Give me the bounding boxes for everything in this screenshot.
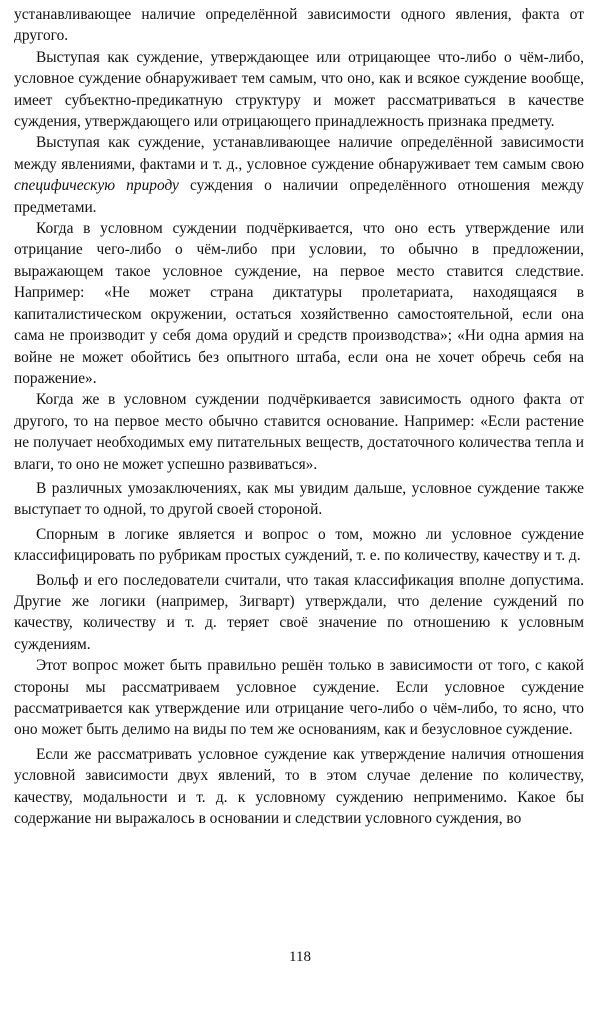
paragraph-inferences: В различных умозаключениях, как мы увидим дальше, условное суждение также выступает то одной, то другой своей стороной. xyxy=(14,479,584,519)
page-number: 118 xyxy=(289,949,311,965)
paragraph-text-after-emphasis: суждения о наличии определённого отношения между предметами. xyxy=(14,177,584,216)
book-page xyxy=(14,4,584,829)
paragraph-resolution: Этот вопрос может быть правильно решён только в зависимости от того, с какой стороны мы рассматриваем условное суждение. Если условное суждение рассматривается как утверждение или отрицание чего-либо о чём-либо, то ясно, что оно может быть делимо на виды по тем же основаниям, как и безусловное суждение. xyxy=(14,657,584,739)
emphasized-phrase: специфическую природу xyxy=(14,177,179,195)
paragraph-wolff-sigwart: Вольф и его последователи считали, что такая классификация вполне допустима. Другие же логики (например, Зигварт) утверждали, что деление суждений по качеству, количеству и т. д. теряет своё значение по отношению к условным суждениям. xyxy=(14,571,584,653)
paragraph-specific-nature xyxy=(14,132,584,218)
paragraph-conditional-relation: Если же рассматривать условное суждение как утверждение наличия отношения условной зависимости двух явлений, то в этом случае деление по количеству, качеству, модальности и т. д. к условному суждению неприменимо. Какое бы содержание ни выражалось в основании и следствии условного суждения, во xyxy=(14,745,584,828)
paragraph-consequence-first: Когда в условном суждении подчёркивается, что оно есть утверждение или отрицание чего-либо о чём-либо при условии, то обычно в предложении, выражающем такое условное суждение, на первое место ставится следствие. Например: «Не может страна диктатуры пролетариата, находящаяся в капиталистическом окружении, остаться хозяйственно самостоятельной, если она сама не производит у себя дома орудий и средств производства»; «Ни одна армия на войне не может обойтись без опытного штаба, если она не хочет обречь себя на поражение». xyxy=(14,220,584,387)
paragraph-text-before-emphasis: Выступая как суждение, устанавливающее наличие определённой зависимости между явлениями, фактами и т. д., условное суждение обнаруживает тем самым свою xyxy=(14,134,584,173)
paragraph-judgment-structure: Выступая как суждение, утверждающее или отрицающее что-либо о чём-либо, условное суждение обнаруживает тем самым, что оно, как и всякое суждение вообще, имеет субъектно-предикатную структуру и может рассматриваться в качестве суждения, утверждающего или отрицающего принадлежность признака предмету. xyxy=(14,48,584,131)
paragraph-continuation: устанавливающее наличие определённой зависимости одного явления, факта от другого. xyxy=(14,6,584,45)
paragraph-classification-question: Спорным в логике является и вопрос о том, можно ли условное суждение классифицировать по рубрикам простых суждений, т. е. по количеству, качеству и т. д. xyxy=(14,525,584,565)
paragraph-ground-first: Когда же в условном суждении подчёркивается зависимость одного факта от другого, то на первое место обычно ставится основание. Например: «Если растение не получает необходимых ему питательных веществ, достаточного количества тепла и влаги, то оно не может успешно развиваться». xyxy=(14,391,584,473)
